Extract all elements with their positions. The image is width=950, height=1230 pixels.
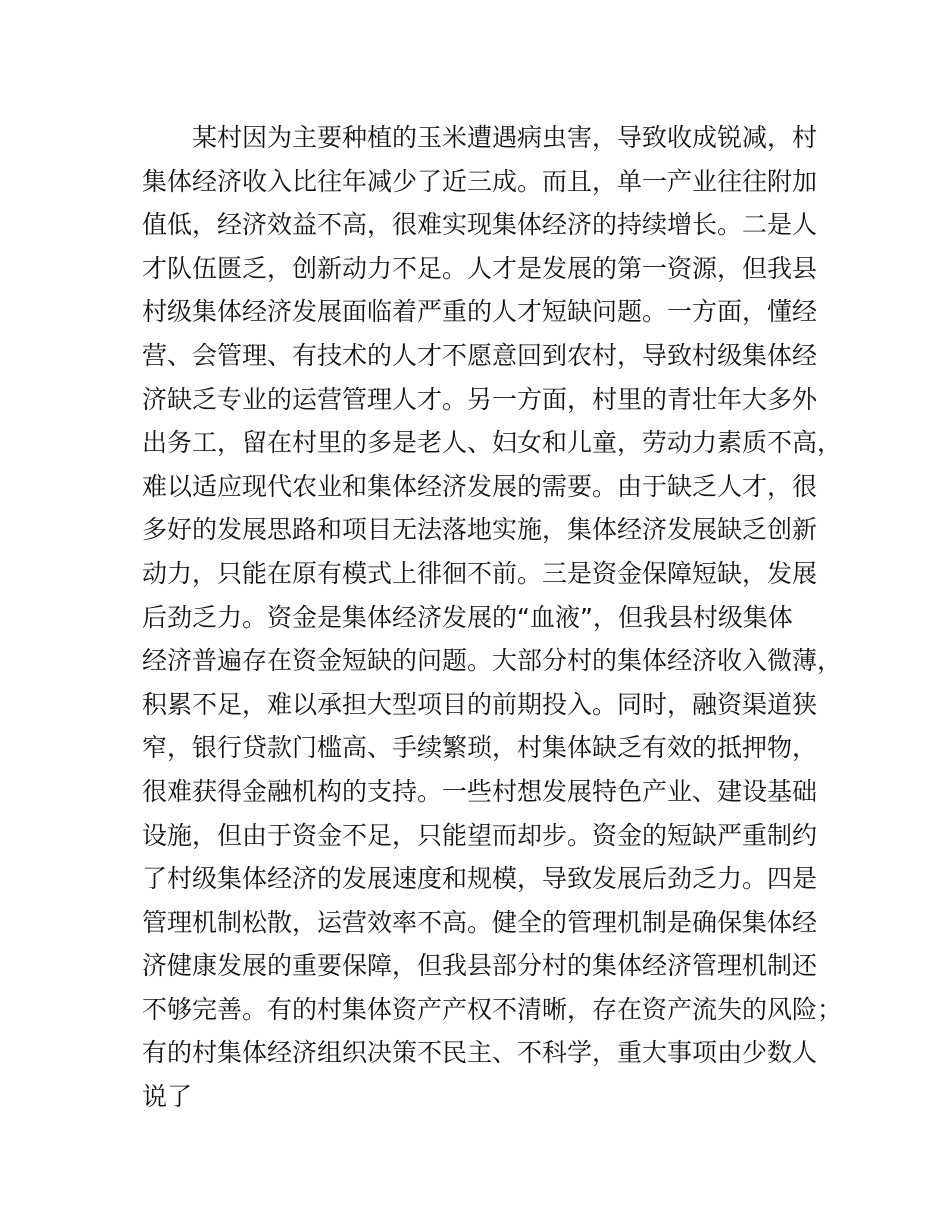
text-line: 济健康发展的重要保障，但我县部分村的集体经济管理机制还 [142,951,818,981]
text-line: 济缺乏专业的运营管理人才。另一方面，村里的青壮年大多外 [142,384,818,414]
text-line: 很难获得金融机构的支持。一些村想发展特色产业、建设基础 [142,776,818,806]
text-line: 后劲乏力。资金是集体经济发展的“血液”，但我县村级集体 [142,602,793,632]
text-line: 不够完善。有的村集体资产产权不清晰，存在资产流失的风险； [142,994,843,1024]
text-line: 多好的发展思路和项目无法落地实施，集体经济发展缺乏创新 [142,515,818,545]
text-line: 经济普遍存在资金短缺的问题。大部分村的集体经济收入微薄， [142,646,843,676]
text-line: 某村因为主要种植的玉米遭遇病虫害，导致收成锐减，村 [192,123,818,152]
body-paragraph [142,116,842,1119]
text-line: 难以适应现代农业和集体经济发展的需要。由于缺乏人才，很 [142,471,818,501]
text-line: 积累不足，难以承担大型项目的前期投入。同时，融资渠道狭 [142,689,818,719]
text-line: 动力，只能在原有模式上徘徊不前。三是资金保障短缺，发展 [142,558,818,588]
text-line: 村级集体经济发展面临着严重的人才短缺问题。一方面，懂经 [142,297,818,327]
text-line: 才队伍匮乏，创新动力不足。人才是发展的第一资源，但我县 [142,253,818,283]
text-line: 营、会管理、有技术的人才不愿意回到农村，导致村级集体经 [142,340,818,370]
text-line: 管理机制松散，运营效率不高。健全的管理机制是确保集体经 [142,907,818,937]
text-line: 说了 [142,1082,193,1112]
text-line: 设施，但由于资金不足，只能望而却步。资金的短缺严重制约 [142,820,818,850]
text-line: 值低，经济效益不高，很难实现集体经济的持续增长。二是人 [142,210,818,240]
text-line: 出务工，留在村里的多是老人、妇女和儿童，劳动力素质不高， [142,428,843,458]
text-line: 有的村集体经济组织决策不民主、不科学，重大事项由少数人 [142,1038,818,1068]
text-line: 集体经济收入比往年减少了近三成。而且，单一产业往往附加 [142,166,818,196]
text-line: 了村级集体经济的发展速度和规模，导致发展后劲乏力。四是 [142,864,818,894]
text-line: 窄，银行贷款门槛高、手续繁琐，村集体缺乏有效的抵押物， [142,733,818,763]
